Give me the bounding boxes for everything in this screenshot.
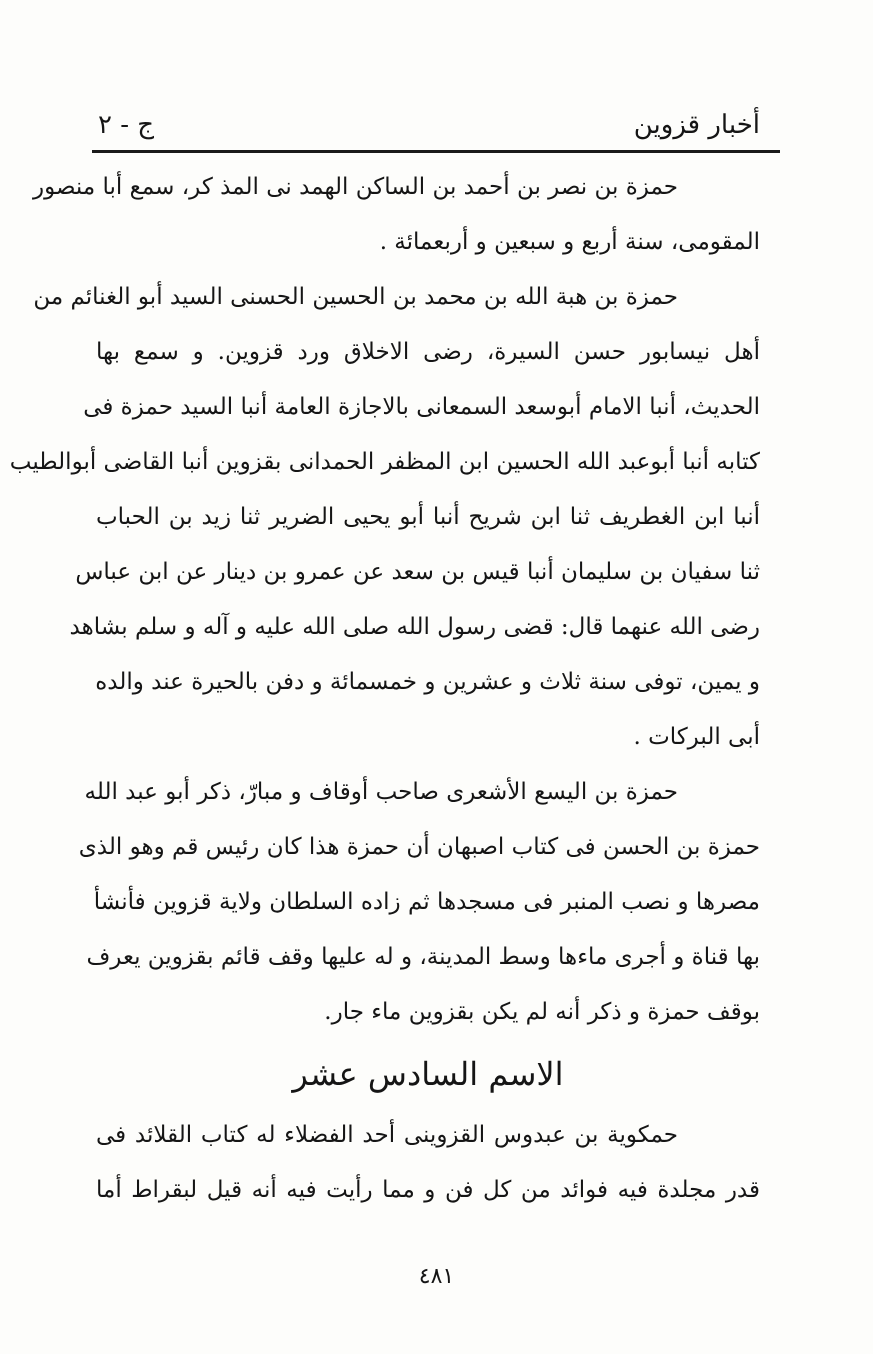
text-line: ثنا سفيان بن سليمان أنبا قيس بن سعد عن عمرو بن دينار عن ابن عباس (75, 559, 760, 585)
text-line: حمكوية بن عبدوس القزوينى أحد الفضلاء له كتاب القلائد فى (96, 1122, 678, 1148)
body-text (9, 160, 760, 1218)
text-line: أبى البركات . (633, 724, 760, 750)
text-line: الحديث، أنبا الامام أبوسعد السمعانى بالاجازة العامة أنبا السيد حمزة فى (83, 394, 760, 420)
text-line: حمزة بن الحسن فى كتاب اصبهان أن حمزة هذا كان رئيس قم وهو الذى (78, 834, 760, 860)
text-line: حمزة بن هبة الله بن محمد بن الحسين الحسنى السيد أبو الغنائم من (33, 284, 678, 310)
text-line: قدر مجلدة فيه فوائد من كل فن و مما رأيت فيه أنه قيل لبقراط أما (96, 1177, 760, 1203)
text-line: أهل نيسابور حسن السيرة، رضى الاخلاق ورد قزوين. و سمع بها (96, 339, 760, 365)
running-title: أخبار قزوين (633, 110, 760, 140)
text-line: أنبا ابن الغطريف ثنا ابن شريح أنبا أبو يحيى الضرير ثنا زيد بن الحباب (96, 504, 760, 530)
text-line: حمزة بن نصر بن أحمد بن الساكن الهمد نى المذ كر، سمع أبا منصور (33, 174, 678, 200)
text-line: حمزة بن اليسع الأشعرى صاحب أوقاف و مبارّ، ذكر أبو عبد الله (84, 779, 678, 805)
section-heading: الاسم السادس عشر (292, 1055, 564, 1093)
running-header (92, 100, 780, 148)
page-number: ٤٨١ (418, 1264, 455, 1289)
text-line: كتابه أنبا أبوعبد الله الحسين ابن المظفر الحمدانى بقزوين أنبا القاضى أبوالطيب (9, 449, 760, 475)
header-rule (92, 150, 780, 153)
text-line: رضى الله عنهما قال: قضى رسول الله صلى الله عليه و آله و سلم بشاهد (69, 614, 760, 640)
text-line: مصرها و نصب المنبر فى مسجدها ثم زاده السلطان ولاية قزوين فأنشأ (93, 889, 760, 915)
volume-label: ج - ٢ (98, 110, 155, 140)
text-line: المقومى، سنة أربع و سبعين و أربعمائة . (379, 229, 760, 255)
text-line: و يمين، توفى سنة ثلاث و عشرين و خمسمائة و دفن بالحيرة عند والده (95, 669, 760, 695)
text-line: بوقف حمزة و ذكر أنه لم يكن بقزوين ماء جار. (324, 999, 760, 1025)
text-line: بها قناة و أجرى ماءها وسط المدينة، و له عليها وقف قائم بقزوين يعرف (86, 944, 760, 970)
